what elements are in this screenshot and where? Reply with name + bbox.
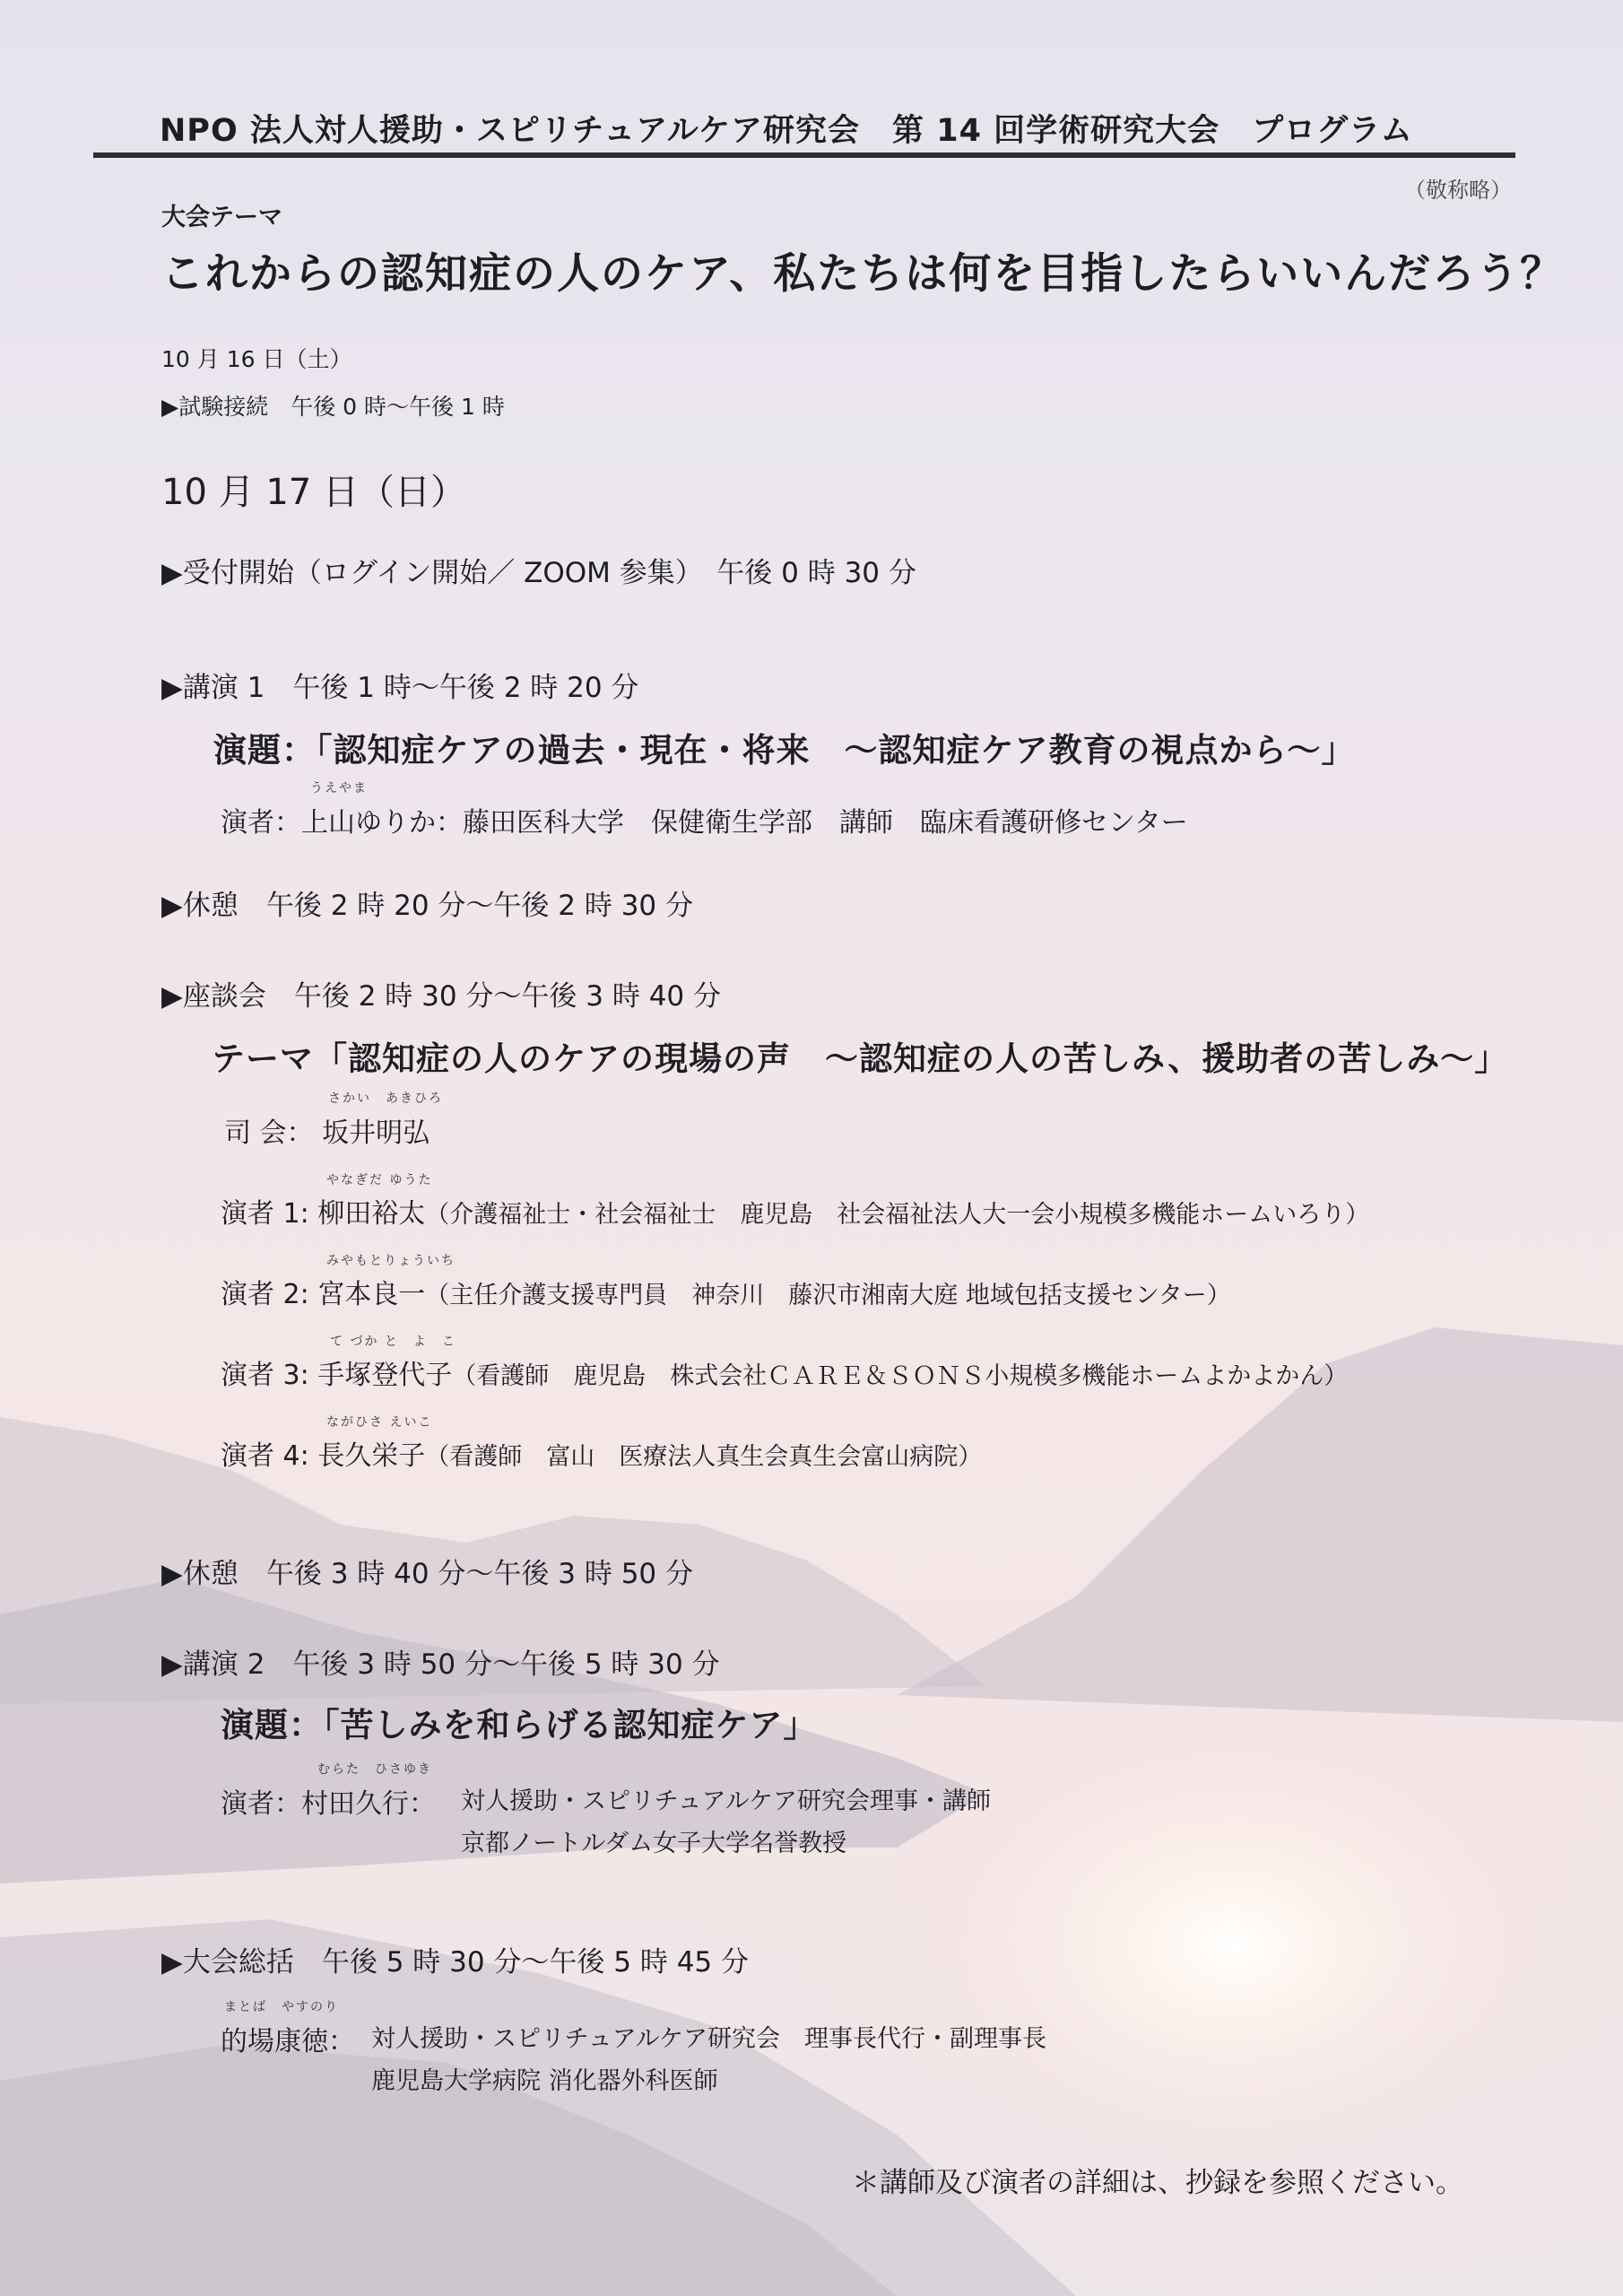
closing-speaker: 的場康徳： [221, 2026, 355, 2057]
lecture1-heading: ▶講演 1 午後 1 時～午後 2 時 20 分 [161, 672, 639, 704]
moderator: 司 会： 坂井明弘 [224, 1118, 430, 1149]
day1-test-connection: ▶試験接続 午後 0 時～午後 1 時 [161, 394, 505, 420]
lecture2-speaker: 演者：村田久行： [221, 1788, 436, 1820]
panel-speaker1 [221, 1191, 1369, 1231]
panel-speaker1-ruby: やなぎだ ゆうた [326, 1173, 433, 1187]
moderator-ruby: さかい あきひろ [328, 1091, 443, 1106]
panel-speaker2-label: 演者 2: 宮本良一 [221, 1279, 426, 1310]
header-title: NPO 法人対人援助・スピリチュアルケア研究会 第 14 回学術研究大会 プログラム [160, 113, 1413, 149]
lecture2-speaker-ruby: むらた ひさゆき [317, 1762, 432, 1777]
panel-speaker2-affiliation: （主任介護支援専門員 神奈川 藤沢市湘南大庭 地域包括支援センター） [425, 1282, 1231, 1309]
reception-item: ▶受付開始（ログイン開始／ ZOOM 参集） 午後 0 時 30 分 [161, 557, 916, 589]
panel-speaker1-label: 演者 1: 柳田裕太 [221, 1198, 426, 1230]
lecture1-title: 演題：「認知症ケアの過去・現在・将来 ～認知症ケア教育の視点から～」 [213, 731, 1356, 770]
break2: ▶休憩 午後 3 時 40 分～午後 3 時 50 分 [161, 1558, 694, 1590]
panel-theme: テーマ「認知症の人のケアの現場の声 ～認知症の人の苦しみ、援助者の苦しみ～」 [212, 1039, 1509, 1078]
lecture1-speaker-ruby: うえやま [310, 781, 368, 796]
footer-note: ＊講師及び演者の詳細は、抄録を参照ください。 [852, 2167, 1463, 2199]
closing-speaker-ruby: まとば やすのり [224, 2000, 339, 2014]
day2-date: 10 月 17 日（日） [161, 472, 466, 513]
header-divider [93, 152, 1515, 158]
theme-label: 大会テーマ [161, 204, 282, 231]
closing-affiliation1: 対人援助・スピリチュアルケア研究会 理事長代行・副理事長 [371, 2025, 1047, 2053]
panel-speaker3-ruby: て づか と よ こ [330, 1335, 456, 1349]
panel-speaker3-label: 演者 3: 手塚登代子 [221, 1360, 453, 1391]
panel-heading: ▶座談会 午後 2 時 30 分～午後 3 時 40 分 [161, 980, 722, 1013]
lecture2-affiliation1: 対人援助・スピリチュアルケア研究会理事・講師 [461, 1787, 992, 1815]
panel-speaker4-label: 演者 4: 長久栄子 [221, 1440, 426, 1472]
day1-date: 10 月 16 日（土） [161, 346, 352, 372]
panel-speaker1-affiliation: （介護福祉士・社会福祉士 鹿児島 社会福祉法人大一会小規模多機能ホームいろり） [425, 1201, 1370, 1229]
panel-speaker2-ruby: みやもとりょういち [326, 1254, 456, 1268]
theme-text: これからの認知症の人のケア、私たちは何を目指したらいいんだろう？ [161, 249, 1565, 299]
panel-speaker4-ruby: ながひさ えいこ [326, 1415, 433, 1430]
panel-speaker3-affiliation: （看護師 鹿児島 株式会社ＣＡＲＥ＆ＳＯＮＳ小規模多機能ホームよかよかん） [452, 1362, 1349, 1390]
break1: ▶休憩 午後 2 時 20 分～午後 2 時 30 分 [161, 890, 694, 922]
closing-heading: ▶大会総括 午後 5 時 30 分～午後 5 時 45 分 [161, 1946, 750, 1979]
lecture2-affiliation2: 京都ノートルダム女子大学名誉教授 [461, 1830, 847, 1857]
honorific-note: （敬称略） [1404, 178, 1512, 203]
lecture2-title: 演題：「苦しみを和らげる認知症ケア」 [221, 1706, 818, 1744]
panel-speaker4 [221, 1433, 982, 1473]
panel-speaker2 [221, 1272, 1231, 1311]
lecture2-heading: ▶講演 2 午後 3 時 50 分～午後 5 時 30 分 [161, 1648, 720, 1681]
panel-speaker3 [221, 1352, 1348, 1392]
closing-affiliation2: 鹿児島大学病院 消化器外科医師 [371, 2067, 718, 2095]
panel-speaker4-affiliation: （看護師 富山 医療法人真生会真生会富山病院） [425, 1443, 983, 1471]
lecture1-speaker: 演者：上山ゆりか：藤田医科大学 保健衛生学部 講師 臨床看護研修センター [221, 807, 1188, 839]
